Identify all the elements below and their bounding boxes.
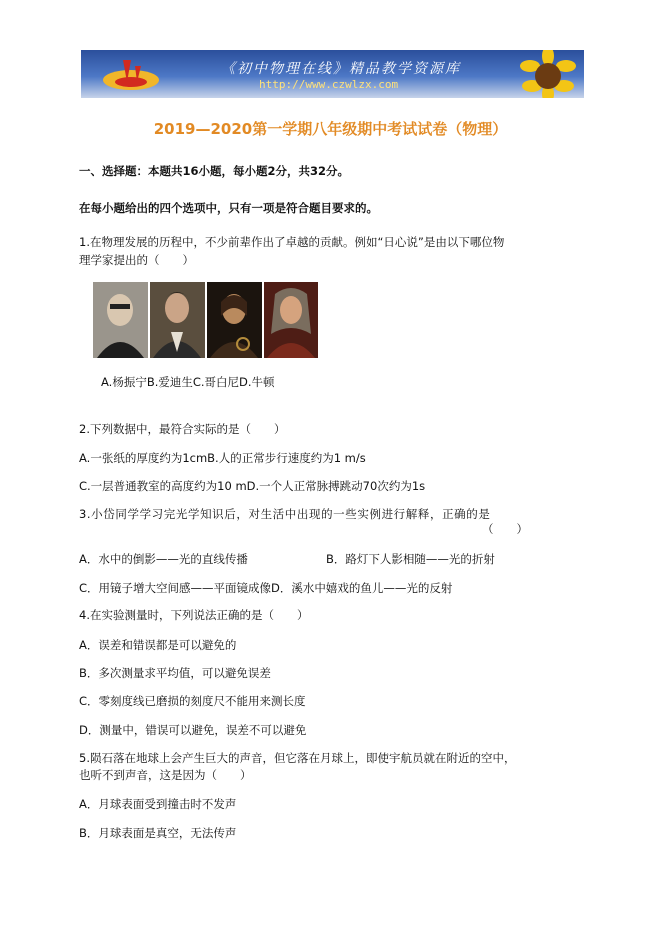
q1-stem-line1: 1.在物理发展的历程中，不少前辈作出了卓越的贡献。例如“日心说”是由以下哪位物 (79, 235, 505, 249)
q5-stem-line1: 5.陨石落在地球上会产生巨大的声音，但它落在月球上，即使宇航员就在附近的空中， (79, 751, 516, 765)
q5-option-a: A．月球表面受到撞击时不发声 (79, 797, 237, 811)
q4-option-b: B．多次测量求平均值，可以避免误差 (79, 666, 271, 680)
q5-option-b: B．月球表面是真空，无法传声 (79, 826, 237, 840)
portrait-3 (207, 282, 262, 358)
q3-option-a: A．水中的倒影——光的直线传播 (79, 552, 248, 566)
q3-answer-blank: （ ） (482, 522, 528, 536)
sunflower-icon (508, 50, 578, 98)
portrait-4 (264, 282, 318, 358)
scientist-portraits (93, 282, 318, 358)
section-heading: 一、选择题：本题共16小题，每小题2分，共32分。 (79, 164, 350, 178)
q1-stem-line2: 理学家提出的（ ） (79, 253, 194, 267)
portrait-2 (150, 282, 205, 358)
q5-stem-line2: 也听不到声音，这是因为（ ） (79, 768, 252, 782)
portrait-1 (93, 282, 148, 358)
header-banner (81, 50, 584, 98)
site-logo-icon (101, 56, 161, 92)
instruction-text: 在每小题给出的四个选项中，只有一项是符合题目要求的。 (79, 201, 378, 215)
q1-options: A.杨振宁B.爱迪生C.哥白尼D.牛顿 (101, 375, 275, 389)
q2-stem: 2.下列数据中，最符合实际的是（ ） (79, 422, 286, 436)
q4-stem: 4.在实验测量时，下列说法正确的是（ ） (79, 608, 309, 622)
banner-title: 《初中物理在线》精品教学资源库 (221, 61, 461, 77)
q4-option-d: D．测量中，错误可以避免，误差不可以避免 (79, 723, 307, 737)
q2-options-cd: C.一层普通教室的高度约为10 mD.一个人正常脉搏跳动70次约为1s (79, 479, 426, 493)
q3-options-cd: C．用镜子增大空间感——平面镜成像D．溪水中嬉戏的鱼儿——光的反射 (79, 581, 453, 595)
exam-title: 2019—2020第一学期八年级期中考试试卷（物理） (153, 120, 508, 138)
q3-stem: 3.小岱同学学习完光学知识后，对生活中出现的一些实例进行解释，正确的是 (79, 507, 491, 521)
q4-option-a: A．误差和错误都是可以避免的 (79, 638, 237, 652)
banner-url: http://www.czwlzx.com (259, 78, 399, 91)
q4-option-c: C．零刻度线已磨损的刻度尺不能用来测长度 (79, 694, 306, 708)
q3-option-b: B．路灯下人影相随——光的折射 (326, 552, 495, 566)
q2-options-ab: A.一张纸的厚度约为1cmB.人的正常步行速度约为1 m/s (79, 451, 366, 465)
